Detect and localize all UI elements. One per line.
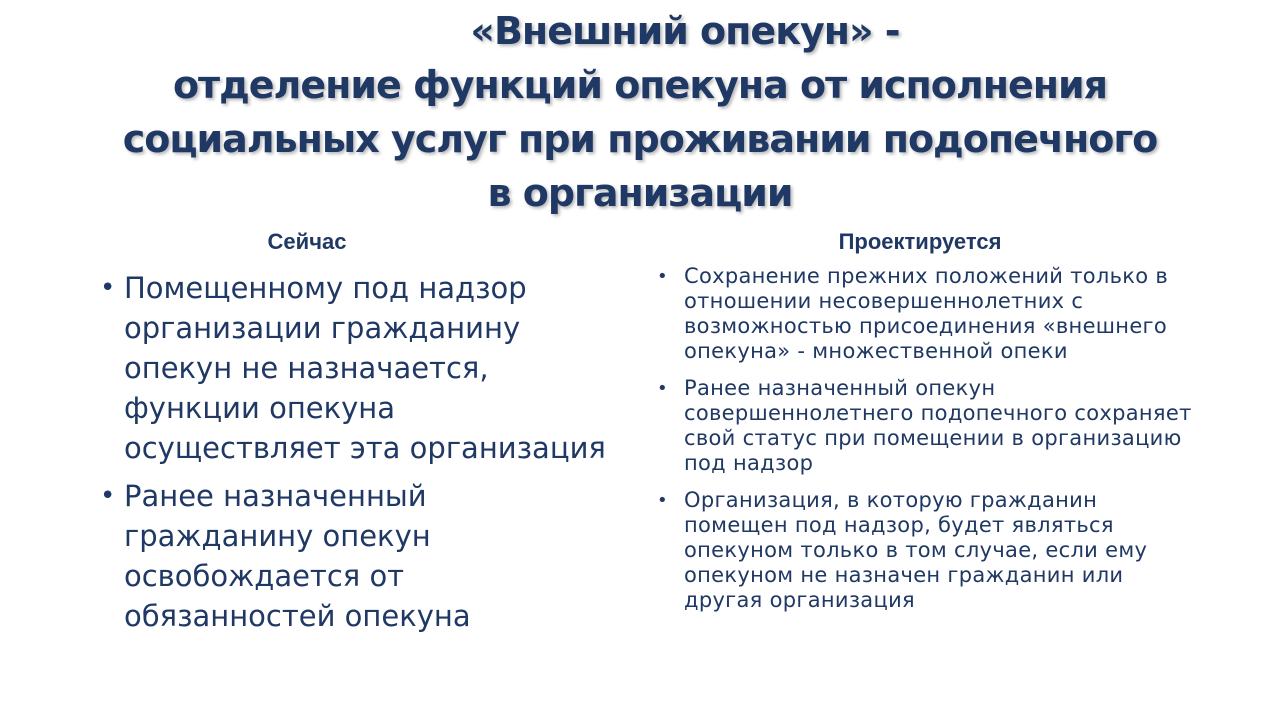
list-item bbox=[100, 476, 620, 636]
left-bullet-list bbox=[100, 268, 620, 644]
title-line-1: «Внешний опекун» - bbox=[470, 9, 900, 53]
list-item bbox=[657, 264, 1197, 364]
list-item-text: Организация, в которую гражданин помещен под надзор, будет являться опекуном только в том случае, если ему опекуном не назначен гражданин или другая организация bbox=[684, 488, 1148, 612]
bullet-icon: • bbox=[100, 481, 116, 511]
right-column-heading: Проектируется bbox=[838, 229, 1002, 254]
bullet-icon: • bbox=[657, 490, 668, 511]
title-line-4: в организации bbox=[487, 171, 793, 215]
left-column-heading: Сейчас bbox=[267, 229, 347, 254]
list-item-text: Сохранение прежних положений только в отношении несовершеннолетних с возможностью присоединения «внешнего опекуна» - множественной опеки bbox=[684, 264, 1169, 363]
list-item bbox=[657, 488, 1197, 613]
list-item-text: Ранее назначенный гражданину опекун освобождается от обязанностей опекуна bbox=[124, 479, 471, 633]
bullet-icon: • bbox=[100, 273, 116, 303]
bullet-icon: • bbox=[657, 266, 668, 287]
right-bullet-list bbox=[657, 264, 1197, 625]
list-item-text: Ранее назначенный опекун совершеннолетнего подопечного сохраняет свой статус при помещении в организацию под надзор bbox=[684, 376, 1192, 475]
list-item bbox=[657, 376, 1197, 476]
slide-title bbox=[0, 4, 1280, 220]
list-item bbox=[100, 268, 620, 468]
list-item-text: Помещенному под надзор организации гражданину опекун не назначается, функции опекуна осуществляет эта организация bbox=[124, 271, 606, 465]
title-line-2: отделение функций опекуна от исполнения bbox=[172, 63, 1108, 107]
title-line-3: социальных услуг при проживании подопечного bbox=[122, 117, 1158, 161]
bullet-icon: • bbox=[657, 378, 668, 399]
